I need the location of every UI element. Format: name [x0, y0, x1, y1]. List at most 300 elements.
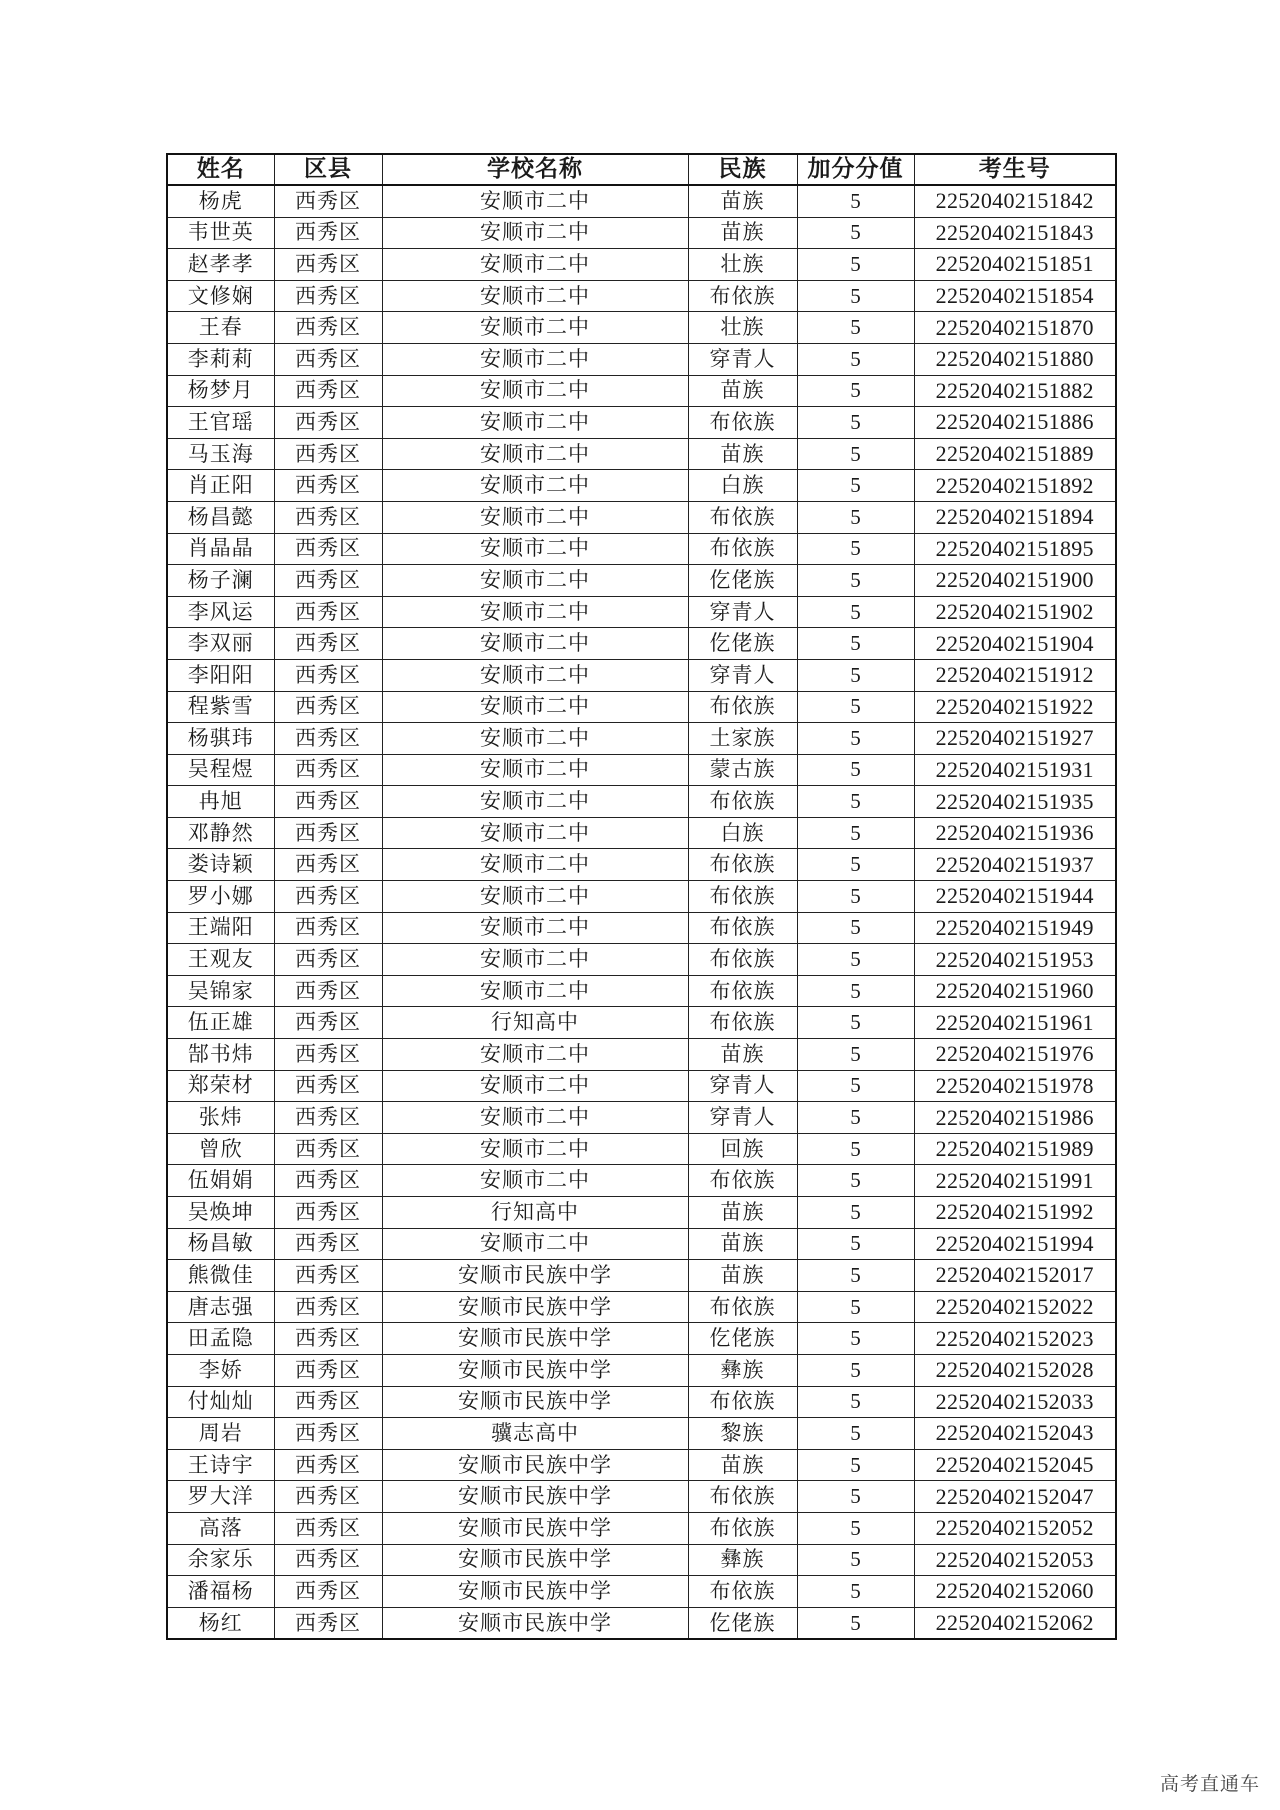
student-bonus-table: [166, 153, 1117, 1640]
cell-exam-id: 22520402151961: [914, 1007, 1116, 1039]
cell-name: 唐志强: [167, 1291, 274, 1323]
cell-school: 骥志高中: [382, 1418, 688, 1450]
cell-school: 安顺市民族中学: [382, 1512, 688, 1544]
cell-ethnicity: 布依族: [688, 1165, 797, 1197]
cell-school: 安顺市二中: [382, 912, 688, 944]
cell-exam-id: 22520402151994: [914, 1228, 1116, 1260]
cell-name: 熊微佳: [167, 1260, 274, 1292]
cell-bonus-points: 5: [797, 1418, 914, 1450]
cell-school: 安顺市民族中学: [382, 1323, 688, 1355]
cell-bonus-points: 5: [797, 691, 914, 723]
cell-district: 西秀区: [274, 1039, 382, 1071]
cell-ethnicity: 苗族: [688, 1197, 797, 1229]
cell-ethnicity: 穿青人: [688, 596, 797, 628]
cell-district: 西秀区: [274, 470, 382, 502]
table-row: [167, 1576, 1116, 1608]
cell-school: 安顺市民族中学: [382, 1354, 688, 1386]
table-row: [167, 1512, 1116, 1544]
cell-exam-id: 22520402151904: [914, 628, 1116, 660]
table-row: [167, 1007, 1116, 1039]
cell-exam-id: 22520402152052: [914, 1512, 1116, 1544]
cell-bonus-points: 5: [797, 185, 914, 217]
cell-bonus-points: 5: [797, 1607, 914, 1639]
header-name: 姓名: [167, 154, 274, 185]
cell-school: 安顺市民族中学: [382, 1449, 688, 1481]
cell-ethnicity: 苗族: [688, 217, 797, 249]
cell-school: 安顺市二中: [382, 501, 688, 533]
cell-ethnicity: 布依族: [688, 280, 797, 312]
cell-name: 杨虎: [167, 185, 274, 217]
cell-district: 西秀区: [274, 1228, 382, 1260]
cell-name: 付灿灿: [167, 1386, 274, 1418]
cell-district: 西秀区: [274, 944, 382, 976]
cell-school: 安顺市二中: [382, 1070, 688, 1102]
cell-exam-id: 22520402151889: [914, 438, 1116, 470]
cell-district: 西秀区: [274, 249, 382, 281]
cell-ethnicity: 布依族: [688, 1512, 797, 1544]
cell-district: 西秀区: [274, 438, 382, 470]
cell-district: 西秀区: [274, 1449, 382, 1481]
cell-ethnicity: 苗族: [688, 1228, 797, 1260]
cell-bonus-points: 5: [797, 817, 914, 849]
cell-district: 西秀区: [274, 1544, 382, 1576]
cell-exam-id: 22520402152017: [914, 1260, 1116, 1292]
cell-bonus-points: 5: [797, 1007, 914, 1039]
cell-bonus-points: 5: [797, 375, 914, 407]
cell-exam-id: 22520402151870: [914, 312, 1116, 344]
cell-name: 李双丽: [167, 628, 274, 660]
cell-district: 西秀区: [274, 596, 382, 628]
cell-bonus-points: 5: [797, 1512, 914, 1544]
cell-ethnicity: 苗族: [688, 1260, 797, 1292]
cell-name: 王端阳: [167, 912, 274, 944]
cell-school: 行知高中: [382, 1197, 688, 1229]
cell-bonus-points: 5: [797, 1576, 914, 1608]
cell-school: 安顺市二中: [382, 849, 688, 881]
cell-exam-id: 22520402151843: [914, 217, 1116, 249]
cell-school: 安顺市二中: [382, 533, 688, 565]
table-row: [167, 280, 1116, 312]
header-district: 区县: [274, 154, 382, 185]
table-row: [167, 659, 1116, 691]
cell-name: 冉旭: [167, 786, 274, 818]
cell-school: 安顺市民族中学: [382, 1291, 688, 1323]
cell-school: 安顺市二中: [382, 944, 688, 976]
cell-school: 安顺市二中: [382, 754, 688, 786]
cell-district: 西秀区: [274, 343, 382, 375]
cell-school: 安顺市二中: [382, 185, 688, 217]
table-row: [167, 596, 1116, 628]
cell-exam-id: 22520402152060: [914, 1576, 1116, 1608]
cell-exam-id: 22520402151978: [914, 1070, 1116, 1102]
cell-name: 李风运: [167, 596, 274, 628]
cell-school: 安顺市二中: [382, 343, 688, 375]
cell-bonus-points: 5: [797, 280, 914, 312]
cell-district: 西秀区: [274, 1512, 382, 1544]
table-row: [167, 185, 1116, 217]
cell-ethnicity: 布依族: [688, 501, 797, 533]
cell-ethnicity: 穿青人: [688, 1070, 797, 1102]
cell-district: 西秀区: [274, 1197, 382, 1229]
cell-exam-id: 22520402151935: [914, 786, 1116, 818]
cell-name: 田孟隐: [167, 1323, 274, 1355]
cell-name: 肖晶晶: [167, 533, 274, 565]
table-row: [167, 1102, 1116, 1134]
table-body: [167, 185, 1116, 1639]
cell-district: 西秀区: [274, 375, 382, 407]
cell-exam-id: 22520402152043: [914, 1418, 1116, 1450]
cell-name: 余家乐: [167, 1544, 274, 1576]
cell-bonus-points: 5: [797, 343, 914, 375]
cell-school: 安顺市民族中学: [382, 1607, 688, 1639]
cell-school: 安顺市二中: [382, 786, 688, 818]
cell-bonus-points: 5: [797, 786, 914, 818]
cell-bonus-points: 5: [797, 1291, 914, 1323]
cell-ethnicity: 布依族: [688, 1576, 797, 1608]
cell-name: 杨骐玮: [167, 723, 274, 755]
cell-school: 安顺市民族中学: [382, 1386, 688, 1418]
table-row: [167, 975, 1116, 1007]
cell-district: 西秀区: [274, 1260, 382, 1292]
cell-district: 西秀区: [274, 912, 382, 944]
cell-exam-id: 22520402152062: [914, 1607, 1116, 1639]
cell-ethnicity: 苗族: [688, 438, 797, 470]
cell-ethnicity: 穿青人: [688, 1102, 797, 1134]
cell-bonus-points: 5: [797, 217, 914, 249]
cell-bonus-points: 5: [797, 659, 914, 691]
cell-district: 西秀区: [274, 1354, 382, 1386]
table-row: [167, 1607, 1116, 1639]
cell-bonus-points: 5: [797, 1102, 914, 1134]
cell-bonus-points: 5: [797, 1039, 914, 1071]
table-header-row: [167, 154, 1116, 185]
table-row: [167, 1291, 1116, 1323]
cell-exam-id: 22520402152047: [914, 1481, 1116, 1513]
cell-ethnicity: 布依族: [688, 407, 797, 439]
cell-name: 程紫雪: [167, 691, 274, 723]
cell-district: 西秀区: [274, 1607, 382, 1639]
cell-name: 王观友: [167, 944, 274, 976]
cell-ethnicity: 仡佬族: [688, 1607, 797, 1639]
table-row: [167, 1354, 1116, 1386]
cell-name: 张炜: [167, 1102, 274, 1134]
cell-name: 郑荣材: [167, 1070, 274, 1102]
cell-name: 杨子澜: [167, 565, 274, 597]
cell-exam-id: 22520402151927: [914, 723, 1116, 755]
cell-school: 安顺市民族中学: [382, 1260, 688, 1292]
cell-ethnicity: 穿青人: [688, 343, 797, 375]
cell-ethnicity: 黎族: [688, 1418, 797, 1450]
cell-exam-id: 22520402151842: [914, 185, 1116, 217]
cell-ethnicity: 布依族: [688, 881, 797, 913]
table-row: [167, 343, 1116, 375]
cell-exam-id: 22520402151991: [914, 1165, 1116, 1197]
cell-name: 肖正阳: [167, 470, 274, 502]
cell-name: 周岩: [167, 1418, 274, 1450]
cell-school: 安顺市二中: [382, 1133, 688, 1165]
cell-bonus-points: 5: [797, 975, 914, 1007]
table-row: [167, 1418, 1116, 1450]
cell-district: 西秀区: [274, 1291, 382, 1323]
cell-name: 罗大洋: [167, 1481, 274, 1513]
cell-district: 西秀区: [274, 1576, 382, 1608]
table-row: [167, 1228, 1116, 1260]
cell-bonus-points: 5: [797, 1260, 914, 1292]
cell-bonus-points: 5: [797, 1354, 914, 1386]
cell-school: 安顺市二中: [382, 691, 688, 723]
cell-bonus-points: 5: [797, 565, 914, 597]
cell-district: 西秀区: [274, 407, 382, 439]
header-exam-id: 考生号: [914, 154, 1116, 185]
cell-district: 西秀区: [274, 659, 382, 691]
cell-district: 西秀区: [274, 817, 382, 849]
cell-exam-id: 22520402151886: [914, 407, 1116, 439]
table-row: [167, 786, 1116, 818]
cell-exam-id: 22520402151944: [914, 881, 1116, 913]
cell-name: 伍正雄: [167, 1007, 274, 1039]
cell-exam-id: 22520402151986: [914, 1102, 1116, 1134]
table-row: [167, 501, 1116, 533]
cell-ethnicity: 仡佬族: [688, 1323, 797, 1355]
cell-bonus-points: 5: [797, 944, 914, 976]
cell-school: 安顺市二中: [382, 817, 688, 849]
cell-school: 安顺市民族中学: [382, 1576, 688, 1608]
cell-school: 安顺市二中: [382, 659, 688, 691]
cell-ethnicity: 仡佬族: [688, 628, 797, 660]
cell-district: 西秀区: [274, 1133, 382, 1165]
cell-exam-id: 22520402151894: [914, 501, 1116, 533]
cell-name: 吴焕坤: [167, 1197, 274, 1229]
cell-school: 安顺市二中: [382, 1165, 688, 1197]
cell-bonus-points: 5: [797, 1481, 914, 1513]
cell-district: 西秀区: [274, 1386, 382, 1418]
cell-exam-id: 22520402152045: [914, 1449, 1116, 1481]
cell-ethnicity: 苗族: [688, 185, 797, 217]
cell-name: 吴程煜: [167, 754, 274, 786]
cell-bonus-points: 5: [797, 1165, 914, 1197]
table-row: [167, 912, 1116, 944]
cell-ethnicity: 蒙古族: [688, 754, 797, 786]
cell-school: 安顺市二中: [382, 280, 688, 312]
cell-exam-id: 22520402151912: [914, 659, 1116, 691]
table-row: [167, 628, 1116, 660]
cell-bonus-points: 5: [797, 312, 914, 344]
cell-district: 西秀区: [274, 1323, 382, 1355]
cell-school: 安顺市民族中学: [382, 1544, 688, 1576]
cell-exam-id: 22520402152053: [914, 1544, 1116, 1576]
cell-name: 李阳阳: [167, 659, 274, 691]
cell-district: 西秀区: [274, 1070, 382, 1102]
cell-school: 安顺市二中: [382, 249, 688, 281]
cell-district: 西秀区: [274, 1418, 382, 1450]
table-row: [167, 1449, 1116, 1481]
table-row: [167, 249, 1116, 281]
watermark-text: 高考直通车: [1159, 1773, 1260, 1795]
cell-district: 西秀区: [274, 280, 382, 312]
cell-district: 西秀区: [274, 1165, 382, 1197]
cell-bonus-points: 5: [797, 1544, 914, 1576]
cell-name: 李莉莉: [167, 343, 274, 375]
table-row: [167, 1481, 1116, 1513]
cell-exam-id: 22520402151937: [914, 849, 1116, 881]
cell-bonus-points: 5: [797, 1386, 914, 1418]
cell-ethnicity: 壮族: [688, 312, 797, 344]
cell-name: 王官瑶: [167, 407, 274, 439]
cell-name: 邓静然: [167, 817, 274, 849]
cell-school: 安顺市二中: [382, 312, 688, 344]
cell-bonus-points: 5: [797, 1449, 914, 1481]
cell-bonus-points: 5: [797, 723, 914, 755]
cell-bonus-points: 5: [797, 881, 914, 913]
cell-bonus-points: 5: [797, 501, 914, 533]
cell-bonus-points: 5: [797, 849, 914, 881]
cell-school: 安顺市二中: [382, 470, 688, 502]
cell-exam-id: 22520402151902: [914, 596, 1116, 628]
cell-ethnicity: 土家族: [688, 723, 797, 755]
cell-bonus-points: 5: [797, 1228, 914, 1260]
table-row: [167, 1386, 1116, 1418]
cell-bonus-points: 5: [797, 407, 914, 439]
table-row: [167, 723, 1116, 755]
cell-school: 安顺市二中: [382, 407, 688, 439]
cell-name: 李娇: [167, 1354, 274, 1386]
cell-exam-id: 22520402151892: [914, 470, 1116, 502]
cell-exam-id: 22520402151960: [914, 975, 1116, 1007]
cell-exam-id: 22520402151882: [914, 375, 1116, 407]
cell-exam-id: 22520402152033: [914, 1386, 1116, 1418]
cell-name: 杨红: [167, 1607, 274, 1639]
cell-bonus-points: 5: [797, 1323, 914, 1355]
cell-district: 西秀区: [274, 723, 382, 755]
table-row: [167, 754, 1116, 786]
table-row: [167, 691, 1116, 723]
cell-ethnicity: 布依族: [688, 912, 797, 944]
cell-exam-id: 22520402152022: [914, 1291, 1116, 1323]
cell-school: 安顺市二中: [382, 628, 688, 660]
cell-ethnicity: 壮族: [688, 249, 797, 281]
cell-name: 王诗宇: [167, 1449, 274, 1481]
cell-ethnicity: 布依族: [688, 1481, 797, 1513]
table-row: [167, 470, 1116, 502]
table-row: [167, 438, 1116, 470]
cell-name: 马玉海: [167, 438, 274, 470]
cell-bonus-points: 5: [797, 596, 914, 628]
cell-name: 娄诗颖: [167, 849, 274, 881]
cell-ethnicity: 布依族: [688, 1386, 797, 1418]
cell-name: 文修娴: [167, 280, 274, 312]
cell-district: 西秀区: [274, 975, 382, 1007]
cell-bonus-points: 5: [797, 438, 914, 470]
header-ethnicity: 民族: [688, 154, 797, 185]
cell-school: 安顺市二中: [382, 565, 688, 597]
cell-district: 西秀区: [274, 217, 382, 249]
table-row: [167, 1165, 1116, 1197]
cell-school: 安顺市二中: [382, 881, 688, 913]
cell-district: 西秀区: [274, 849, 382, 881]
cell-name: 伍娟娟: [167, 1165, 274, 1197]
cell-district: 西秀区: [274, 501, 382, 533]
cell-name: 韦世英: [167, 217, 274, 249]
cell-district: 西秀区: [274, 1007, 382, 1039]
table-row: [167, 1260, 1116, 1292]
cell-name: 郜书炜: [167, 1039, 274, 1071]
cell-exam-id: 22520402151900: [914, 565, 1116, 597]
table-row: [167, 1070, 1116, 1102]
header-school: 学校名称: [382, 154, 688, 185]
cell-ethnicity: 布依族: [688, 1007, 797, 1039]
cell-name: 杨昌敏: [167, 1228, 274, 1260]
table-row: [167, 1323, 1116, 1355]
cell-exam-id: 22520402151922: [914, 691, 1116, 723]
cell-ethnicity: 布依族: [688, 691, 797, 723]
table-row: [167, 1197, 1116, 1229]
cell-exam-id: 22520402151851: [914, 249, 1116, 281]
cell-school: 安顺市民族中学: [382, 1481, 688, 1513]
table-row: [167, 1544, 1116, 1576]
cell-district: 西秀区: [274, 1102, 382, 1134]
cell-district: 西秀区: [274, 754, 382, 786]
cell-ethnicity: 布依族: [688, 1291, 797, 1323]
cell-bonus-points: 5: [797, 628, 914, 660]
cell-district: 西秀区: [274, 628, 382, 660]
cell-ethnicity: 彝族: [688, 1354, 797, 1386]
table-row: [167, 817, 1116, 849]
cell-ethnicity: 布依族: [688, 786, 797, 818]
cell-ethnicity: 白族: [688, 470, 797, 502]
table-row: [167, 1133, 1116, 1165]
cell-district: 西秀区: [274, 691, 382, 723]
cell-name: 赵孝孝: [167, 249, 274, 281]
cell-district: 西秀区: [274, 565, 382, 597]
cell-school: 安顺市二中: [382, 217, 688, 249]
cell-name: 杨昌懿: [167, 501, 274, 533]
cell-bonus-points: 5: [797, 912, 914, 944]
table-row: [167, 565, 1116, 597]
cell-bonus-points: 5: [797, 1133, 914, 1165]
cell-exam-id: 22520402151931: [914, 754, 1116, 786]
cell-district: 西秀区: [274, 786, 382, 818]
cell-exam-id: 22520402151989: [914, 1133, 1116, 1165]
cell-school: 安顺市二中: [382, 723, 688, 755]
cell-exam-id: 22520402151936: [914, 817, 1116, 849]
cell-district: 西秀区: [274, 1481, 382, 1513]
cell-name: 高落: [167, 1512, 274, 1544]
cell-bonus-points: 5: [797, 1070, 914, 1102]
table-row: [167, 533, 1116, 565]
cell-school: 安顺市二中: [382, 1102, 688, 1134]
cell-ethnicity: 苗族: [688, 1039, 797, 1071]
header-bonus-points: 加分分值: [797, 154, 914, 185]
cell-ethnicity: 布依族: [688, 849, 797, 881]
cell-school: 安顺市二中: [382, 596, 688, 628]
cell-name: 潘福杨: [167, 1576, 274, 1608]
cell-name: 王春: [167, 312, 274, 344]
cell-name: 罗小娜: [167, 881, 274, 913]
table-row: [167, 407, 1116, 439]
cell-name: 杨梦月: [167, 375, 274, 407]
cell-ethnicity: 白族: [688, 817, 797, 849]
cell-bonus-points: 5: [797, 1197, 914, 1229]
table-row: [167, 849, 1116, 881]
cell-exam-id: 22520402151992: [914, 1197, 1116, 1229]
cell-bonus-points: 5: [797, 754, 914, 786]
cell-exam-id: 22520402152028: [914, 1354, 1116, 1386]
cell-exam-id: 22520402151854: [914, 280, 1116, 312]
cell-school: 安顺市二中: [382, 1228, 688, 1260]
cell-bonus-points: 5: [797, 470, 914, 502]
table-row: [167, 881, 1116, 913]
cell-school: 安顺市二中: [382, 375, 688, 407]
